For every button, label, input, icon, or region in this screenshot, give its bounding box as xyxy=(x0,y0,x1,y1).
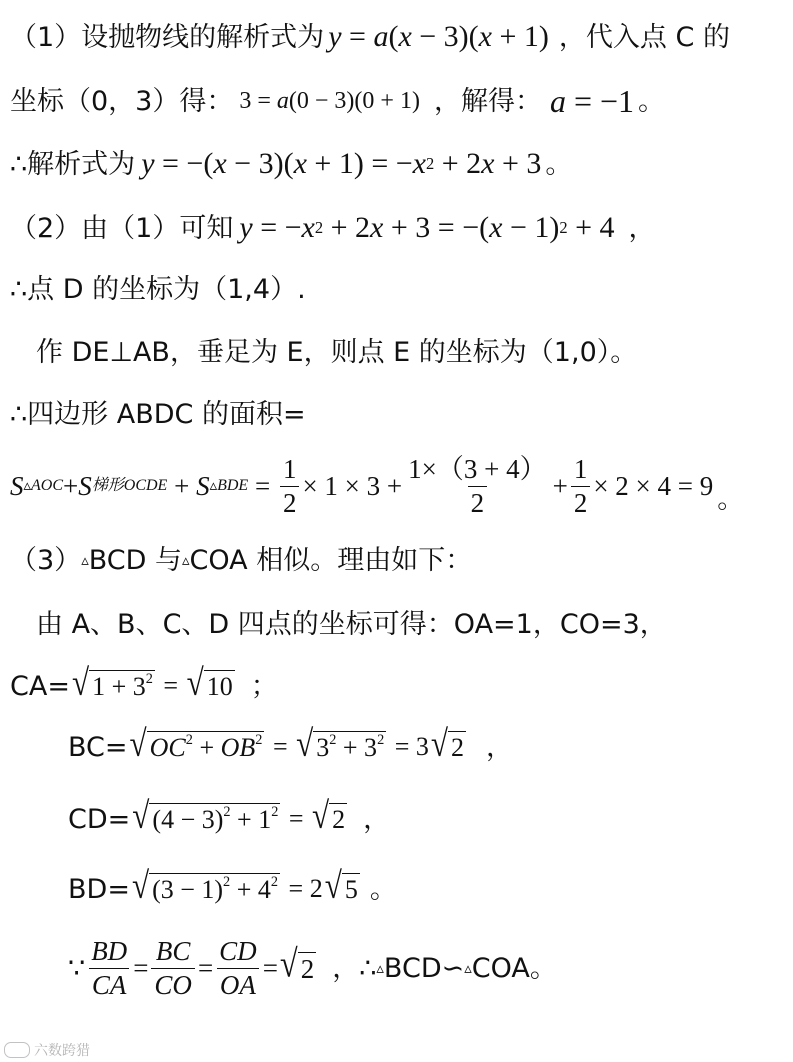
line-15-tail2: COA。 xyxy=(471,952,557,984)
formula-cd: √ $(4 - 3)^2 + 1^2$ = √ 2 xyxy=(132,794,346,837)
line-9 xyxy=(10,543,793,577)
fraction-trapezoid: $\frac{1\times(3 + 4)}{2}$ xyxy=(408,453,547,518)
line-9-mid1: BCD 与 xyxy=(88,544,182,576)
line-1 xyxy=(10,20,793,54)
triangle-symbol: ▵ xyxy=(464,958,472,977)
line-6 xyxy=(36,335,793,369)
line-10-text: 由 A、B、C、D 四点的坐标可得：OA=1，CO=3， xyxy=(36,608,667,640)
line-7-text: ∴四边形 ABDC 的面积= xyxy=(10,398,306,430)
line-12 xyxy=(68,724,793,770)
line-11 xyxy=(10,661,793,708)
line-14 xyxy=(68,866,793,912)
line-8-end: 。 xyxy=(717,483,745,515)
line-1-text: （1）设抛物线的解析式为 xyxy=(10,21,325,53)
line-14-label: BD= xyxy=(68,873,130,905)
line-15-tail: BCD∽ xyxy=(383,952,465,984)
line-5 xyxy=(10,272,793,306)
fraction-half: $\frac{1}{2}$ xyxy=(571,456,591,517)
triangle-symbol: ▵ xyxy=(81,550,89,569)
triangle-symbol: ▵ xyxy=(209,477,218,494)
line-12-end: ， xyxy=(486,731,514,763)
formula-bc: √ $OC^2 + OB^2$ = √ $3^2 + 3^2$ = 3 √ 2 xyxy=(129,722,465,765)
line-13 xyxy=(68,796,793,842)
line-4-end: ， xyxy=(628,212,656,244)
line-14-end: 。 xyxy=(369,873,397,905)
formula-ratio: ∵ $\frac{BD}{CA}$ = $\frac{BC}{CO}$ = $\frac{CD}{OA}$ = √ 2 xyxy=(68,935,315,1000)
line-2-mid: ，解得： xyxy=(433,85,542,117)
triangle-symbol: ▵ xyxy=(376,958,384,977)
line-6-text: 作 DE⊥AB，垂足为 E，则点 E 的坐标为（1,0）。 xyxy=(36,336,638,368)
line-3-end: 。 xyxy=(545,148,573,180)
formula-vertex-form: y = − x 2 + 2 x + 3 = −( x − 1) 2 + 4 xyxy=(239,211,615,244)
sub-trapezoid: 梯形OCDE xyxy=(91,477,168,494)
line-4 xyxy=(10,210,793,246)
sub-bde: BDE xyxy=(217,477,249,494)
triangle-symbol: ▵ xyxy=(182,550,190,569)
sub-aoc: AOC xyxy=(31,477,64,494)
formula-expanded: y = −( x − 3)( x + 1) = − x 2 + 2 x + 3 xyxy=(141,147,542,180)
formula-a-value: a = −1 xyxy=(549,83,635,119)
triangle-symbol: ▵ xyxy=(23,477,32,494)
line-12-label: BC= xyxy=(68,731,128,763)
line-15-mid: ，∴ xyxy=(332,952,377,984)
fraction-half: $\frac{1}{2}$ xyxy=(280,456,300,517)
line-9-mid2: COA 相似。理由如下： xyxy=(189,544,473,576)
line-11-label: CA= xyxy=(10,670,70,702)
watermark xyxy=(4,1040,90,1060)
line-3 xyxy=(10,146,793,182)
line-13-end: ， xyxy=(363,803,391,835)
line-8 xyxy=(10,450,793,522)
line-11-end: ； xyxy=(250,670,278,702)
line-10 xyxy=(36,607,793,641)
formula-area-sum: S ▵AOC + S 梯形OCDE + S ▵BDE = $\frac{1}{2}$ × 1 × 3 + $\frac{1\times(3 + 4)}{2}$ + $\frac{1}{2}$ × 2 × 4 = 9 xyxy=(10,453,714,518)
line-15 xyxy=(68,930,793,1006)
line-5-text: ∴点 D 的坐标为（1,4）. xyxy=(10,273,306,305)
line-7 xyxy=(10,397,793,431)
line-4-text: （2）由（1）可知 xyxy=(10,212,234,244)
formula-ca: √ $1 + 3^2$ = √ 10 xyxy=(71,661,233,704)
line-2-text: 坐标（0，3）得： xyxy=(10,85,234,117)
formula-substitute-c: 3 = a (0 − 3)(0 + 1) xyxy=(239,88,420,114)
line-13-label: CD= xyxy=(68,803,131,835)
line-2 xyxy=(10,84,793,118)
line-2-end: 。 xyxy=(638,85,666,117)
formula-bd: √ $(3 - 1)^2 + 4^2$ = 2 √ 5 xyxy=(131,864,358,907)
formula-parabola-form: y = a ( x − 3)( x + 1) xyxy=(328,20,549,53)
watermark-text: 六数跨猎 xyxy=(34,1043,90,1059)
line-3-text: ∴解析式为 xyxy=(10,148,136,180)
line-9-text: （3） xyxy=(10,544,82,576)
line-1-tail: ，代入点 C 的 xyxy=(558,21,730,53)
watermark-logo-icon xyxy=(4,1042,30,1058)
